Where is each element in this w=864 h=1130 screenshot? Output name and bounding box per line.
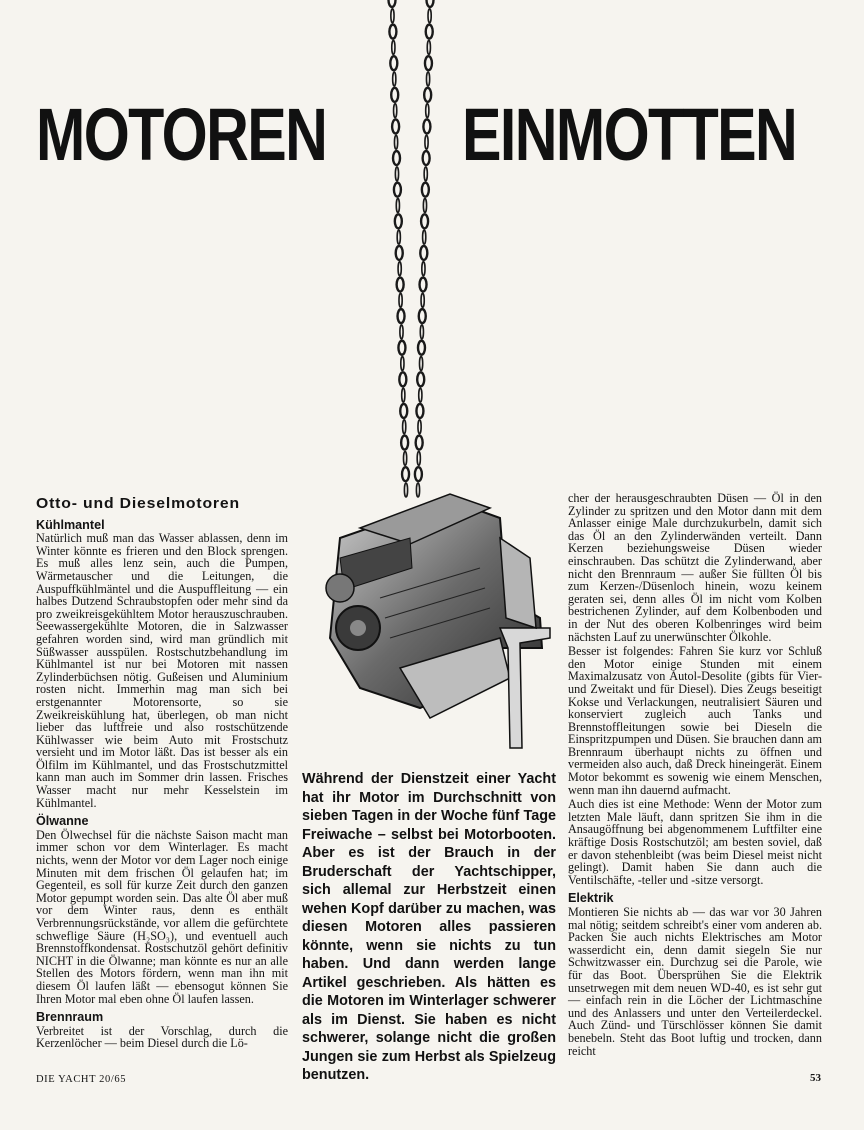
chain-link [392,40,395,54]
chain-link [393,151,400,165]
chain-link [422,183,429,197]
chain-link [395,167,398,181]
chain-link [391,88,398,102]
chain-link [427,0,434,7]
paragraph-oelwanne: Den Ölwechsel für die nächste Saison macht man immer schon vor dem Winterlager. Es macht nichts, wenn der Motor vor dem Lager noch einige Minuten mit dem frischen Öl gelaufen hat; im Gegenteil, es soll für kurze Zeit durch den ganzen Motor gepumpt worden sein. Das alte Öl aber muß vor dem Winter raus, denn es enthält Verbrennungsrückstände, vor allem die gefürchtete schweflige Säure (H₂SO₃), und eventuell auch Brennstoffkondensat. Rostschutzöl gehört definitiv NICHT in die Ölwanne; man könnte es nur an alle Stellen des Motors fördern, wenn man ihn mit diesem Öl laufen läßt — ebensogut können Sie Ihren Motor mal eben ohne Öl laufen lassen. [36,827,288,1006]
footer-publication: DIE YACHT 20/65 [36,1074,127,1085]
chain-link [395,214,402,228]
chain-link [399,372,406,386]
chain-link [418,341,425,355]
chain-link [425,135,428,149]
right-column [568,492,822,1059]
chain-link [398,341,405,355]
chain-link [422,262,425,276]
subhead-brennraum: Brennraum [36,1010,104,1025]
chain-link [426,25,433,39]
chain-link [421,214,428,228]
chain-link [403,420,406,434]
section-title: Otto- und Dieselmotoren [36,495,240,512]
chain-link [394,104,397,118]
chain-link [424,88,431,102]
chain-link [421,293,424,307]
paragraph-brennraum: Verbreitet ist der Vorschlag, durch die Kerzenlöcher — beim Diesel durch die Lö- [36,1023,288,1051]
paragraph-kuehlmantel: Natürlich muß man das Wasser ablassen, denn im Winter könnte es frieren und den Block sprengen. Es muß alles lenz sein, auch die Pumpen, Wärmetauscher und die Leitungen, die Auspuffkühlmäntel und die Auspuffleitung — ein halbes Dutzend Schraubstopfen oder mehr sind da pro zweikreisgekühltem Motor herauszuschrauben. Seewassergekühlte Motoren, die in Salzwasser gefahren worden sind, wird man gründlich mit Süßwasser ausspülen. Rostschutzbehandlung im Kühlmantel ist nur bei Motoren mit nassen Zylinderbüchsen nötig. Gußeisen und Aluminium rosten nicht. Immerhin mag man sich bei erstgenannter Motorensorte, so sie Zweikreiskühlung hat, überlegen, ob man nicht lieber das luftfreie und also rostschützende Kühlwasser wie beim Auto mit Frostschutz versieht und im Motor läßt. Das ist besser als ein Ölfilm im Kühlmantel, und das Frostschutzmittel kann man auch im Sommer drin lassen. Frisches Wasser macht nur mehr Kesselstein im Kühlmantel. [36,531,288,810]
chain-link [425,56,432,70]
paragraph-methode: Auch dies ist eine Methode: Wenn der Motor zum letzten Male läuft, dann spritzen Sie ihm in die Ansaugöffnung bei abgenommenem Luftfilter eine kräftige Dosis Rostschutzöl; am besten soviel, daß er davon stehenbleibt (was beim Diesel meist nicht gelingt). Damit haben Sie dann auch die Ventilschäfte, -teller und -sitze versorgt. [568,797,822,887]
chain-link [400,325,403,339]
chain-link [420,246,427,260]
chain-link [417,372,424,386]
chain-link [428,9,431,23]
chain-link [420,278,427,292]
headline-left: MOTOREN [36,93,327,176]
chain-link [423,230,426,244]
chain-link [401,357,404,371]
subhead-oelwanne: Ölwanne [36,814,89,829]
chain-link [397,278,404,292]
chain-link [399,293,402,307]
chain-link [420,325,423,339]
chain-link [398,262,401,276]
chain-link [389,25,396,39]
subhead-elektrik: Elektrik [568,891,614,906]
chain-link [402,388,405,402]
chain-link [423,198,426,212]
chain-link [417,451,420,465]
paragraph-besser: Besser ist folgendes: Fahren Sie kurz vor Schluß den Motor einige Stunden mit einem Maximalzusatz von Autol-Desolite (gibts für Vier- und Zweitakt und für Diesel). Dies Zeugs beseitigt Kokse und Verlackungen, neutralisiert Säuren und konserviert zugleich auch Tanks und Brennstoffleitungen sowie bei Dieseln die Einspritzpumpen und Düsen. Sie brauchen dann am Brennraum überhaupt nichts zu öffnen und vermeiden also auch, daß Dreck hineingerät. Einem Motor bekommt es sowenig wie einem Menschen, wenn man ihn dauernd aufmacht. [568,644,822,797]
chain-link [419,357,422,371]
page-number: 53 [810,1072,821,1084]
chain-link [427,40,430,54]
chain-link [418,420,421,434]
chain-link [392,119,399,133]
chain-link [419,309,426,323]
chain-link [398,309,405,323]
paragraph-elektrik: Montieren Sie nichts ab — das war vor 30 Jahren mal nötig; seitdem schreibt's einer vom anderen ab. Packen Sie auch nichts Elektrisches am Motor wasserdicht ein, denn damit siegeln Sie nur Schwitzwasser ein. Durchzug sei die Parole, wie für das Boot. Übersprühen Sie die Elektrik unsetrwegen mit dem neuen WD-40, es ist sehr gut — einfach rein in die Löcher der Lichtmaschine und des Anlassers und unter den Verteilerdeckel. Auch Zünd- und Türschlösser können Sie damit benebeln. Steht das Boot luftig und trocken, dann reicht [568,905,822,1058]
chain-link [403,451,406,465]
chain-link [396,246,403,260]
chain-link [424,167,427,181]
chain-link [391,9,394,23]
chain-link [423,151,430,165]
chain-link [394,183,401,197]
intro-text: Während der Dienstzeit einer Yacht hat ihr Motor im Durchschnitt von sieben Tagen in der Woche fünf Tage Freiwache – selbst bei Motorbooten. Aber es ist der Brauch in der Bruderschaft der Yachtschipper, sich allemal zur Herbstzeit einen wehen Kopf darüber zu machen, was diesen Motoren alles passieren könnte, wenn sie nichts zu tun haben. Und dann werden lange Artikel geschrieben. Als hätten es die Motoren im Winterlager schwerer als im Dienst. Sie haben es nicht schwerer, solange nicht die großen Jungen sie zum Herbst als Spielzeug benutzen. [302,771,556,1083]
chain-link [419,388,422,402]
chain-link [426,72,429,86]
chain-link [393,72,396,86]
chain-link [396,198,399,212]
chain-link [416,436,423,450]
chain-link [426,104,429,118]
chain-link [394,135,397,149]
chain-link [423,119,430,133]
headline-right: EINMOTTEN [462,93,797,176]
chain-link [397,230,400,244]
chain-link [401,436,408,450]
chain-link [400,404,407,418]
subhead-kuehlmantel: Kühlmantel [36,517,105,532]
paragraph-brennraum-cont: cher der herausgeschraubten Düsen — Öl in den Zylinder zu spritzen und den Motor dann mit dem Anlasser einige Male durchzukurbeln, damit sich das Öl an den Zylinderwänden verteilt. Dann Kerzen beziehungsweise Düsen wieder einschrauben. Das schützt die Zylinderwand, aber nicht den Brennraum — außer Sie füllten Öl bis zum Kerzen-/Düsenloch hinein, wozu keinem geraten sei, denn alles Öl im nicht vom Kolben bestrichenen Zylinder, auf dem Kolbenboden und in der Nut des oberen Kolbenringes wird beim nächsten Lauf zu unerwünschter Ölkohle. [568,491,822,644]
chain-link [390,56,397,70]
boat-engine-photo [300,478,556,760]
chain-link [416,404,423,418]
left-column [36,496,288,1052]
chain-link [389,0,396,7]
hoist-chain-illustration [378,0,448,500]
